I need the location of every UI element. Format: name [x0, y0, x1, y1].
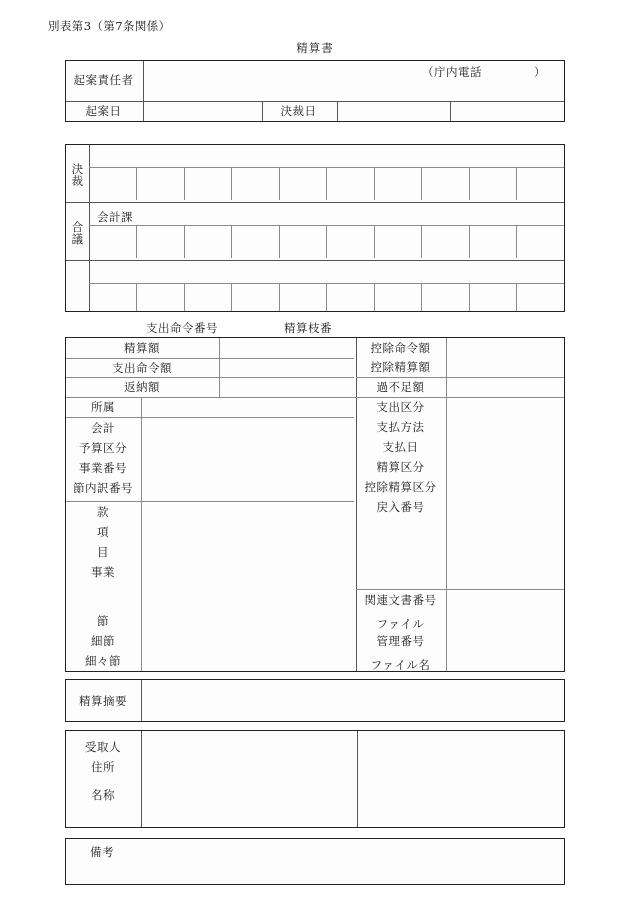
- approval-grid: [65, 144, 565, 312]
- internal-phone-close-paren: ）: [534, 65, 546, 79]
- lower-left-label-divider: [141, 397, 142, 671]
- left-label-setsu: 節: [97, 614, 109, 628]
- stamp-divider: [279, 225, 280, 258]
- stamp-divider: [184, 283, 185, 311]
- stamp-divider: [421, 167, 422, 200]
- right-label-shiharaihouhou: 支払方法: [376, 420, 425, 434]
- left-label-shozoku: 所属: [91, 400, 115, 414]
- stamp-divider: [516, 225, 517, 258]
- block2-bottom-divider: [66, 260, 564, 261]
- stamp-divider: [136, 225, 137, 258]
- stamp-divider: [516, 283, 517, 311]
- decision-date-label: 決裁日: [280, 104, 317, 118]
- right-label-shishutsukubun: 支出区分: [376, 400, 425, 414]
- left-label-saisetsu: 細節: [91, 634, 115, 648]
- left-group-accounting: [66, 418, 140, 498]
- stamp-divider: [184, 167, 185, 200]
- drafter-label: 起案責任者: [73, 73, 134, 87]
- right-group-related-docs: [356, 590, 445, 675]
- left-label-kou: 項: [97, 525, 109, 539]
- left-label-jigyou: 事業: [91, 565, 115, 579]
- stamp-divider: [184, 225, 185, 258]
- payee-label-meishou: 名称: [91, 788, 115, 802]
- approval-block2-header-text: 会計課: [97, 210, 133, 224]
- amount-label-shishutsumeireigaku: 支出命令額: [112, 360, 172, 375]
- settlement-branch-number-caption: 精算枝番: [284, 321, 332, 335]
- left-label-saisaisetsu: 細々節: [85, 654, 121, 668]
- stamp-divider: [374, 225, 375, 258]
- summary-label: 精算摘要: [79, 693, 127, 708]
- stamp-divider: [136, 283, 137, 311]
- payee-labels: [66, 737, 140, 805]
- payee-label-uketorinin: 受取人: [85, 740, 121, 754]
- right-label-shiharaibi: 支払日: [382, 440, 419, 454]
- stamp-divider: [421, 283, 422, 311]
- stamp-divider: [374, 167, 375, 200]
- amount-label-koujomeireigaku: 控除命令額: [370, 341, 431, 355]
- stamp-divider: [279, 167, 280, 200]
- left-label-setsuuchiwakebangou: 節内訳番号: [73, 481, 133, 495]
- amount-block-bottom-divider: [66, 397, 564, 398]
- amount-label-hennougaku: 返納額: [124, 380, 160, 394]
- payment-order-number-caption: 支出命令番号: [146, 321, 218, 335]
- approval-label-column-divider: [89, 145, 90, 311]
- approval-block-label-kessai: 決裁: [70, 162, 85, 187]
- payee-center-divider: [357, 731, 358, 827]
- left-label-kan: 款: [97, 505, 109, 519]
- document-reference: 別表第3（第7条関係）: [48, 19, 171, 33]
- right-label-kanrenbunshobangou: 関連文書番号: [364, 593, 437, 607]
- internal-phone-label: （庁内電話: [422, 65, 482, 79]
- left-label-kaikei: 会計: [91, 421, 115, 435]
- left-group-setsu: [66, 611, 140, 671]
- draft-date-label: 起案日: [85, 104, 122, 118]
- summary-box: [65, 679, 565, 722]
- stamp-divider: [231, 283, 232, 311]
- stamp-divider: [374, 283, 375, 311]
- stamp-divider: [421, 225, 422, 258]
- stamp-divider: [326, 167, 327, 200]
- summary-label-divider: [141, 680, 142, 721]
- stamp-divider: [326, 225, 327, 258]
- approval-block-label-gougi: 合議: [70, 220, 85, 245]
- block1-bottom-divider: [66, 202, 564, 203]
- right-label-koujoseisankubun: 控除精算区分: [364, 480, 437, 494]
- amount-label-kafusokugaku: 過不足額: [376, 380, 425, 394]
- right-label-modoirebangou: 戻入番号: [376, 500, 425, 514]
- stamp-divider: [231, 167, 232, 200]
- right-label-filemei: ファイル名: [370, 658, 431, 672]
- header-lastcell-divider: [450, 101, 451, 121]
- right-label-file: ファイル: [376, 617, 425, 631]
- left-group-budget-hierarchy: [66, 502, 140, 582]
- left-label-jigyoubangou: 事業番号: [79, 461, 127, 475]
- stamp-divider: [136, 167, 137, 200]
- stamp-divider: [231, 225, 232, 258]
- right-label-kanribangou: 管理番号: [376, 634, 425, 648]
- stamp-divider: [469, 225, 470, 258]
- stamp-divider: [279, 283, 280, 311]
- stamp-divider: [516, 167, 517, 200]
- payee-box: [65, 730, 565, 828]
- right-label-seisankubun: 精算区分: [376, 460, 425, 474]
- remarks-label: 備考: [90, 845, 114, 859]
- header-decisiondate-divider: [337, 101, 338, 121]
- right-label-divider: [446, 338, 447, 671]
- amount-label-koujoseisangaku: 控除精算額: [370, 359, 431, 374]
- payee-label-juusho: 住所: [91, 760, 115, 774]
- stamp-divider: [469, 283, 470, 311]
- stamp-divider: [469, 167, 470, 200]
- stamp-divider: [326, 283, 327, 311]
- left-label-moku: 目: [97, 545, 109, 559]
- header-label-divider: [143, 61, 144, 121]
- payee-label-divider: [141, 731, 142, 827]
- document-title: 精算書: [296, 41, 334, 55]
- right-group-payment: [356, 397, 445, 517]
- left-label-yosankubun: 予算区分: [79, 441, 127, 455]
- amount-label-divider: [219, 338, 220, 397]
- amount-label-seisangaku: 精算額: [124, 341, 160, 355]
